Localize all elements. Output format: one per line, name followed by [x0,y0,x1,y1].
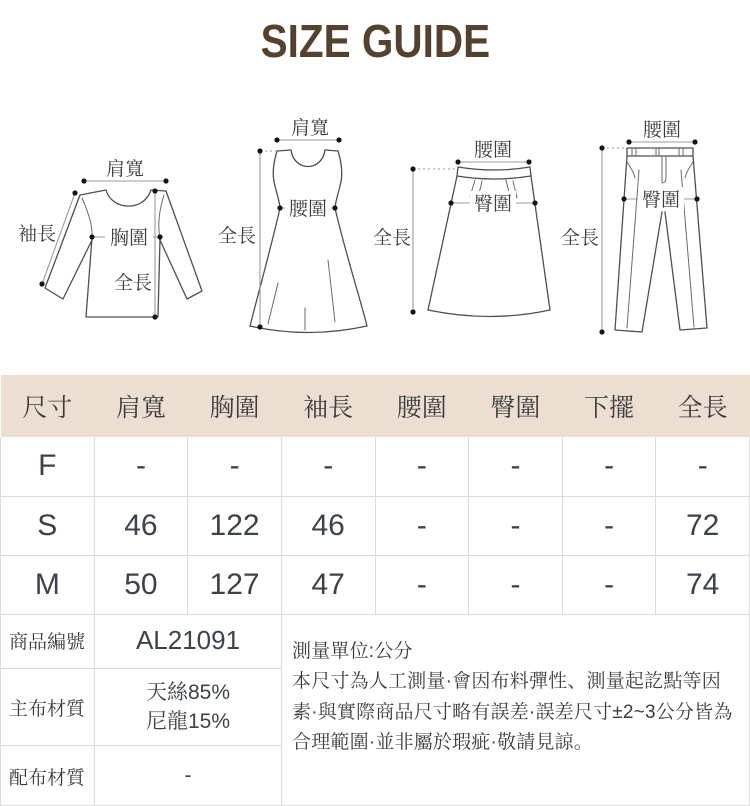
table-row-f [1,437,750,496]
value-cell: 46 [94,496,188,555]
col-header-length: 全長 [656,375,750,437]
value-cell: - [375,437,469,496]
value-cell: - [656,437,750,496]
value-cell: - [188,437,282,496]
pants-drawing [557,110,739,340]
value-cell: - [375,496,469,555]
main-fabric-value [95,669,282,746]
label-hip: 臀圍 [641,190,681,211]
label-shoulder-width: 肩寬 [290,118,330,139]
col-header-chest: 胸圍 [188,375,282,437]
product-info-section [0,613,750,806]
product-code-label: 商品編號 [1,613,95,669]
size-table-header [1,375,750,437]
diagram-skirt [370,140,560,335]
main-fabric-label: 主布材質 [1,669,95,746]
value-cell: 72 [656,496,750,555]
table-row-s [1,496,750,555]
value-cell: - [281,437,375,496]
col-header-waist: 腰圍 [375,375,469,437]
value-cell: - [469,437,563,496]
value-cell: - [94,437,188,496]
value-cell: - [375,555,469,614]
product-code: AL21091 [135,625,241,656]
col-header-hem: 下擺 [562,375,656,437]
value-cell: - [562,496,656,555]
size-cell: M [1,555,95,614]
main-fabric-line1: 天絲85% [145,680,231,704]
measurement-unit: 測量單位:公分 [292,641,413,662]
label-full-length: 全長 [113,273,153,294]
measurement-disclaimer: 本尺寸為人工測量·會因布料彈性、測量起訖點等因素·與實際商品尺寸略有誤差·誤差尺寸±2~3公分皆為合理範圍·並非屬於瑕疵·敬請見諒。 [292,671,733,754]
value-cell: 47 [281,555,375,614]
diagram-pants [557,110,739,340]
value-cell: - [469,555,563,614]
label-waist: 腰圍 [642,120,682,141]
longsleeve-top-drawing [18,138,233,343]
value-cell: 46 [281,496,375,555]
value-cell: - [562,555,656,614]
label-waist: 腰圍 [473,140,513,161]
page-title: SIZE GUIDE [260,15,490,67]
size-cell: F [1,437,95,496]
size-cell: S [1,496,95,555]
trim-fabric-line1: - [184,764,192,788]
value-cell: 74 [656,555,750,614]
skirt-drawing [370,140,560,335]
size-table [0,375,750,615]
col-header-sleeve: 袖長 [281,375,375,437]
value-cell: 127 [188,555,282,614]
label-full-length: 全長 [372,228,412,249]
measurement-notes [282,613,750,806]
value-cell: 122 [188,496,282,555]
label-hip: 臀圍 [473,194,513,215]
col-header-hip: 臀圍 [469,375,563,437]
value-cell: 50 [94,555,188,614]
trim-fabric-label: 配布材質 [1,746,95,806]
main-fabric-line2: 尼龍15% [145,710,231,733]
value-cell: - [562,437,656,496]
product-code-value [95,613,282,669]
diagram-longsleeve-top [18,138,233,343]
table-row-m [1,555,750,614]
label-sleeve-length: 袖長 [18,224,57,245]
label-waist: 腰圍 [288,199,328,220]
label-full-length: 全長 [217,226,257,247]
label-full-length: 全長 [560,228,600,249]
trim-fabric-value [95,746,282,806]
col-header-size: 尺寸 [1,375,95,437]
label-chest: 胸圍 [109,228,149,249]
value-cell: - [469,496,563,555]
label-shoulder-width: 肩寬 [105,159,145,180]
col-header-shoulder: 肩寬 [94,375,188,437]
